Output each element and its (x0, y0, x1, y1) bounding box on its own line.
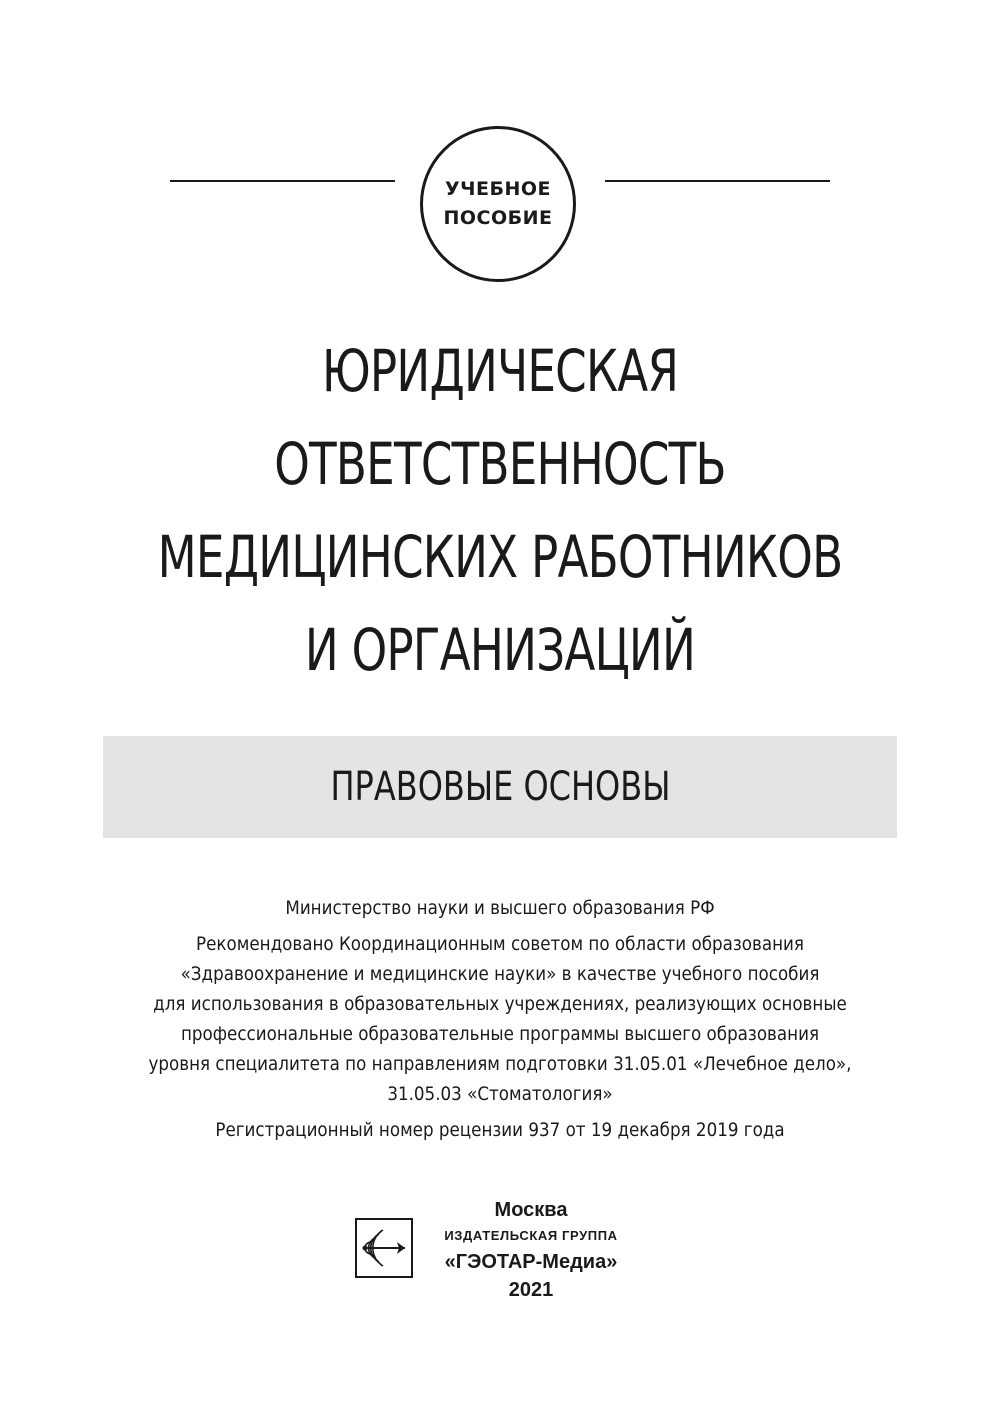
badge-rule-left (170, 180, 395, 182)
recommendation-line-4: профессиональные образовательные программы высшего образования (180, 1023, 820, 1045)
recommendation-line-3: для использования в образовательных учреждениях, реализующих основные (153, 993, 847, 1015)
recommendation-line-6: 31.05.03 «Стоматология» (387, 1083, 613, 1105)
badge-rule-right (605, 180, 830, 182)
publisher-block (355, 1196, 655, 1306)
badge-line-2: ПОСОБИЕ (443, 207, 553, 229)
approval-text (60, 893, 940, 1145)
title-line-2: ОТВЕТСТВЕННОСТЬ (274, 430, 726, 498)
badge-line-1: УЧЕБНОЕ (445, 178, 551, 200)
title-line-3: МЕДИЦИНСКИХ РАБОТНИКОВ (157, 523, 843, 591)
registration-line: Регистрационный номер рецензии 937 от 19 декабря 2019 года (215, 1119, 785, 1141)
recommendation-line-2: «Здравоохранение и медицинские науки» в качестве учебного пособия (180, 963, 820, 985)
publication-year: 2021 (508, 1279, 554, 1301)
publisher-text (421, 1196, 641, 1304)
title-line-1: ЮРИДИЧЕСКАЯ (321, 337, 679, 405)
book-title (0, 325, 1000, 697)
subtitle-band (103, 736, 897, 838)
title-line-4: И ОРГАНИЗАЦИЙ (304, 616, 696, 684)
publisher-name: «ГЭОТАР-Медиа» (444, 1251, 618, 1273)
publisher-city: Москва (494, 1199, 568, 1221)
recommendation-line-5: уровня специалитета по направлениям подготовки 31.05.01 «Лечебное дело», (148, 1053, 852, 1075)
book-subtitle: ПРАВОВЫЕ ОСНОВЫ (330, 764, 670, 810)
geotar-logo-icon (355, 1218, 413, 1278)
recommendation-line-1: Рекомендовано Координационным советом по области образования (196, 933, 804, 955)
textbook-badge (420, 126, 576, 282)
ministry-line: Министерство науки и высшего образования РФ (285, 897, 715, 919)
publisher-group: ИЗДАТЕЛЬСКАЯ ГРУППА (444, 1228, 618, 1243)
